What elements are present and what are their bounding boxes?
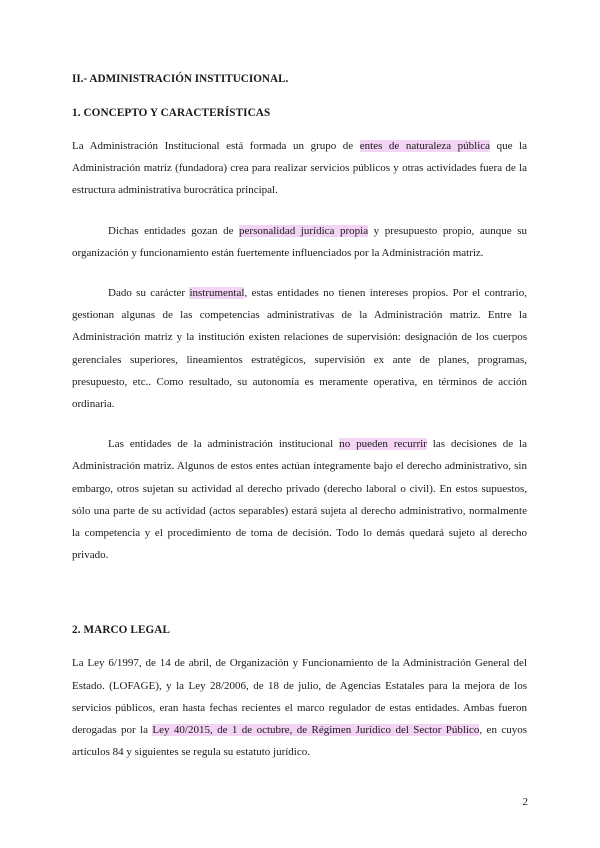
paragraph-3-text-a: Dado su carácter	[108, 287, 190, 300]
highlight-entes-naturaleza-publica: entes de naturaleza pública	[359, 140, 491, 152]
paragraph-5	[72, 652, 527, 763]
section-heading-marco-legal: 2. MARCO LEGAL	[72, 624, 171, 637]
section-heading-concepto: 1. CONCEPTO Y CARACTERÍSTICAS	[72, 107, 271, 119]
paragraph-4	[72, 433, 527, 566]
highlight-instrumental: instrumental	[189, 287, 245, 300]
paragraph-5-text-a: La Ley 6/1997, de 14 de abril, de Organización y Funcionamiento de la Administración General del Estado. (LOFAGE), y la Ley 28/2006, de 18 de julio, de Agencias Estatales para la mejora de los servicios públicos, eran hasta fechas recientes el marco regulador de estas entidades. Ambas fueron derogadas por la	[72, 657, 527, 737]
paragraph-1	[72, 135, 527, 202]
paragraph-3-text-b: , estas entidades no tienen intereses propios. Por el contrario, gestionan algunas de las competencias administrativas de la Administración matriz. Entre la Administración matriz y la institución existen relaciones de supervisión: designación de los cuerpos gerenciales superiores, lineamientos estratégicos, supervisión ex ante de planes, programas, presupuesto, etc.. Como resultado, su autonomía es meramente operativa, en términos de acción ordinaria.	[72, 287, 527, 411]
paragraph-2-text-a: Dichas entidades gozan de	[108, 224, 240, 237]
paragraph-2	[72, 220, 527, 264]
highlight-ley-40-2015: Ley 40/2015, de 1 de octubre, de Régimen Jurídico del Sector Público	[152, 724, 480, 737]
paragraph-2-text-b: y presupuesto propio, aunque su organización y funcionamiento están fuertemente influenciados por la Administración matriz.	[72, 224, 528, 259]
paragraph-4-text-b: las decisiones de la Administración matriz. Algunos de estos entes actúan íntegramente bajo el derecho administrativo, sin embargo, otros sujetan su actividad al derecho privado (derecho laboral o civil). En estos supuestos, sólo una parte de su actividad (actos separables) estará sujeta al derecho administrativo, normalmente la competencia y el procedimiento de toma de decisión. Todo lo demás quedará sujeto al derecho privado.	[72, 438, 527, 562]
page-content	[72, 71, 527, 763]
paragraph-5-text-b: , en cuyos artículos 84 y siguientes se regula su estatuto jurídico.	[72, 724, 528, 759]
page-number: 2	[522, 796, 528, 808]
paragraph-3	[72, 282, 527, 415]
page-title: II.- ADMINISTRACIÓN INSTITUCIONAL.	[72, 73, 289, 85]
paragraph-1-text-b: que la Administración matriz (fundadora) crea para realizar servicios públicos y otras actividades fuera de la estructura administrativa burocrática principal.	[72, 140, 527, 197]
paragraph-4-text-a: Las entidades de la administración institucional	[108, 438, 340, 451]
paragraph-1-text-a: La Administración Institucional está formada un grupo de	[72, 140, 360, 152]
highlight-no-pueden-recurrir: no pueden recurrir	[339, 438, 427, 451]
highlight-personalidad-juridica: personalidad jurídica propia	[239, 224, 369, 237]
